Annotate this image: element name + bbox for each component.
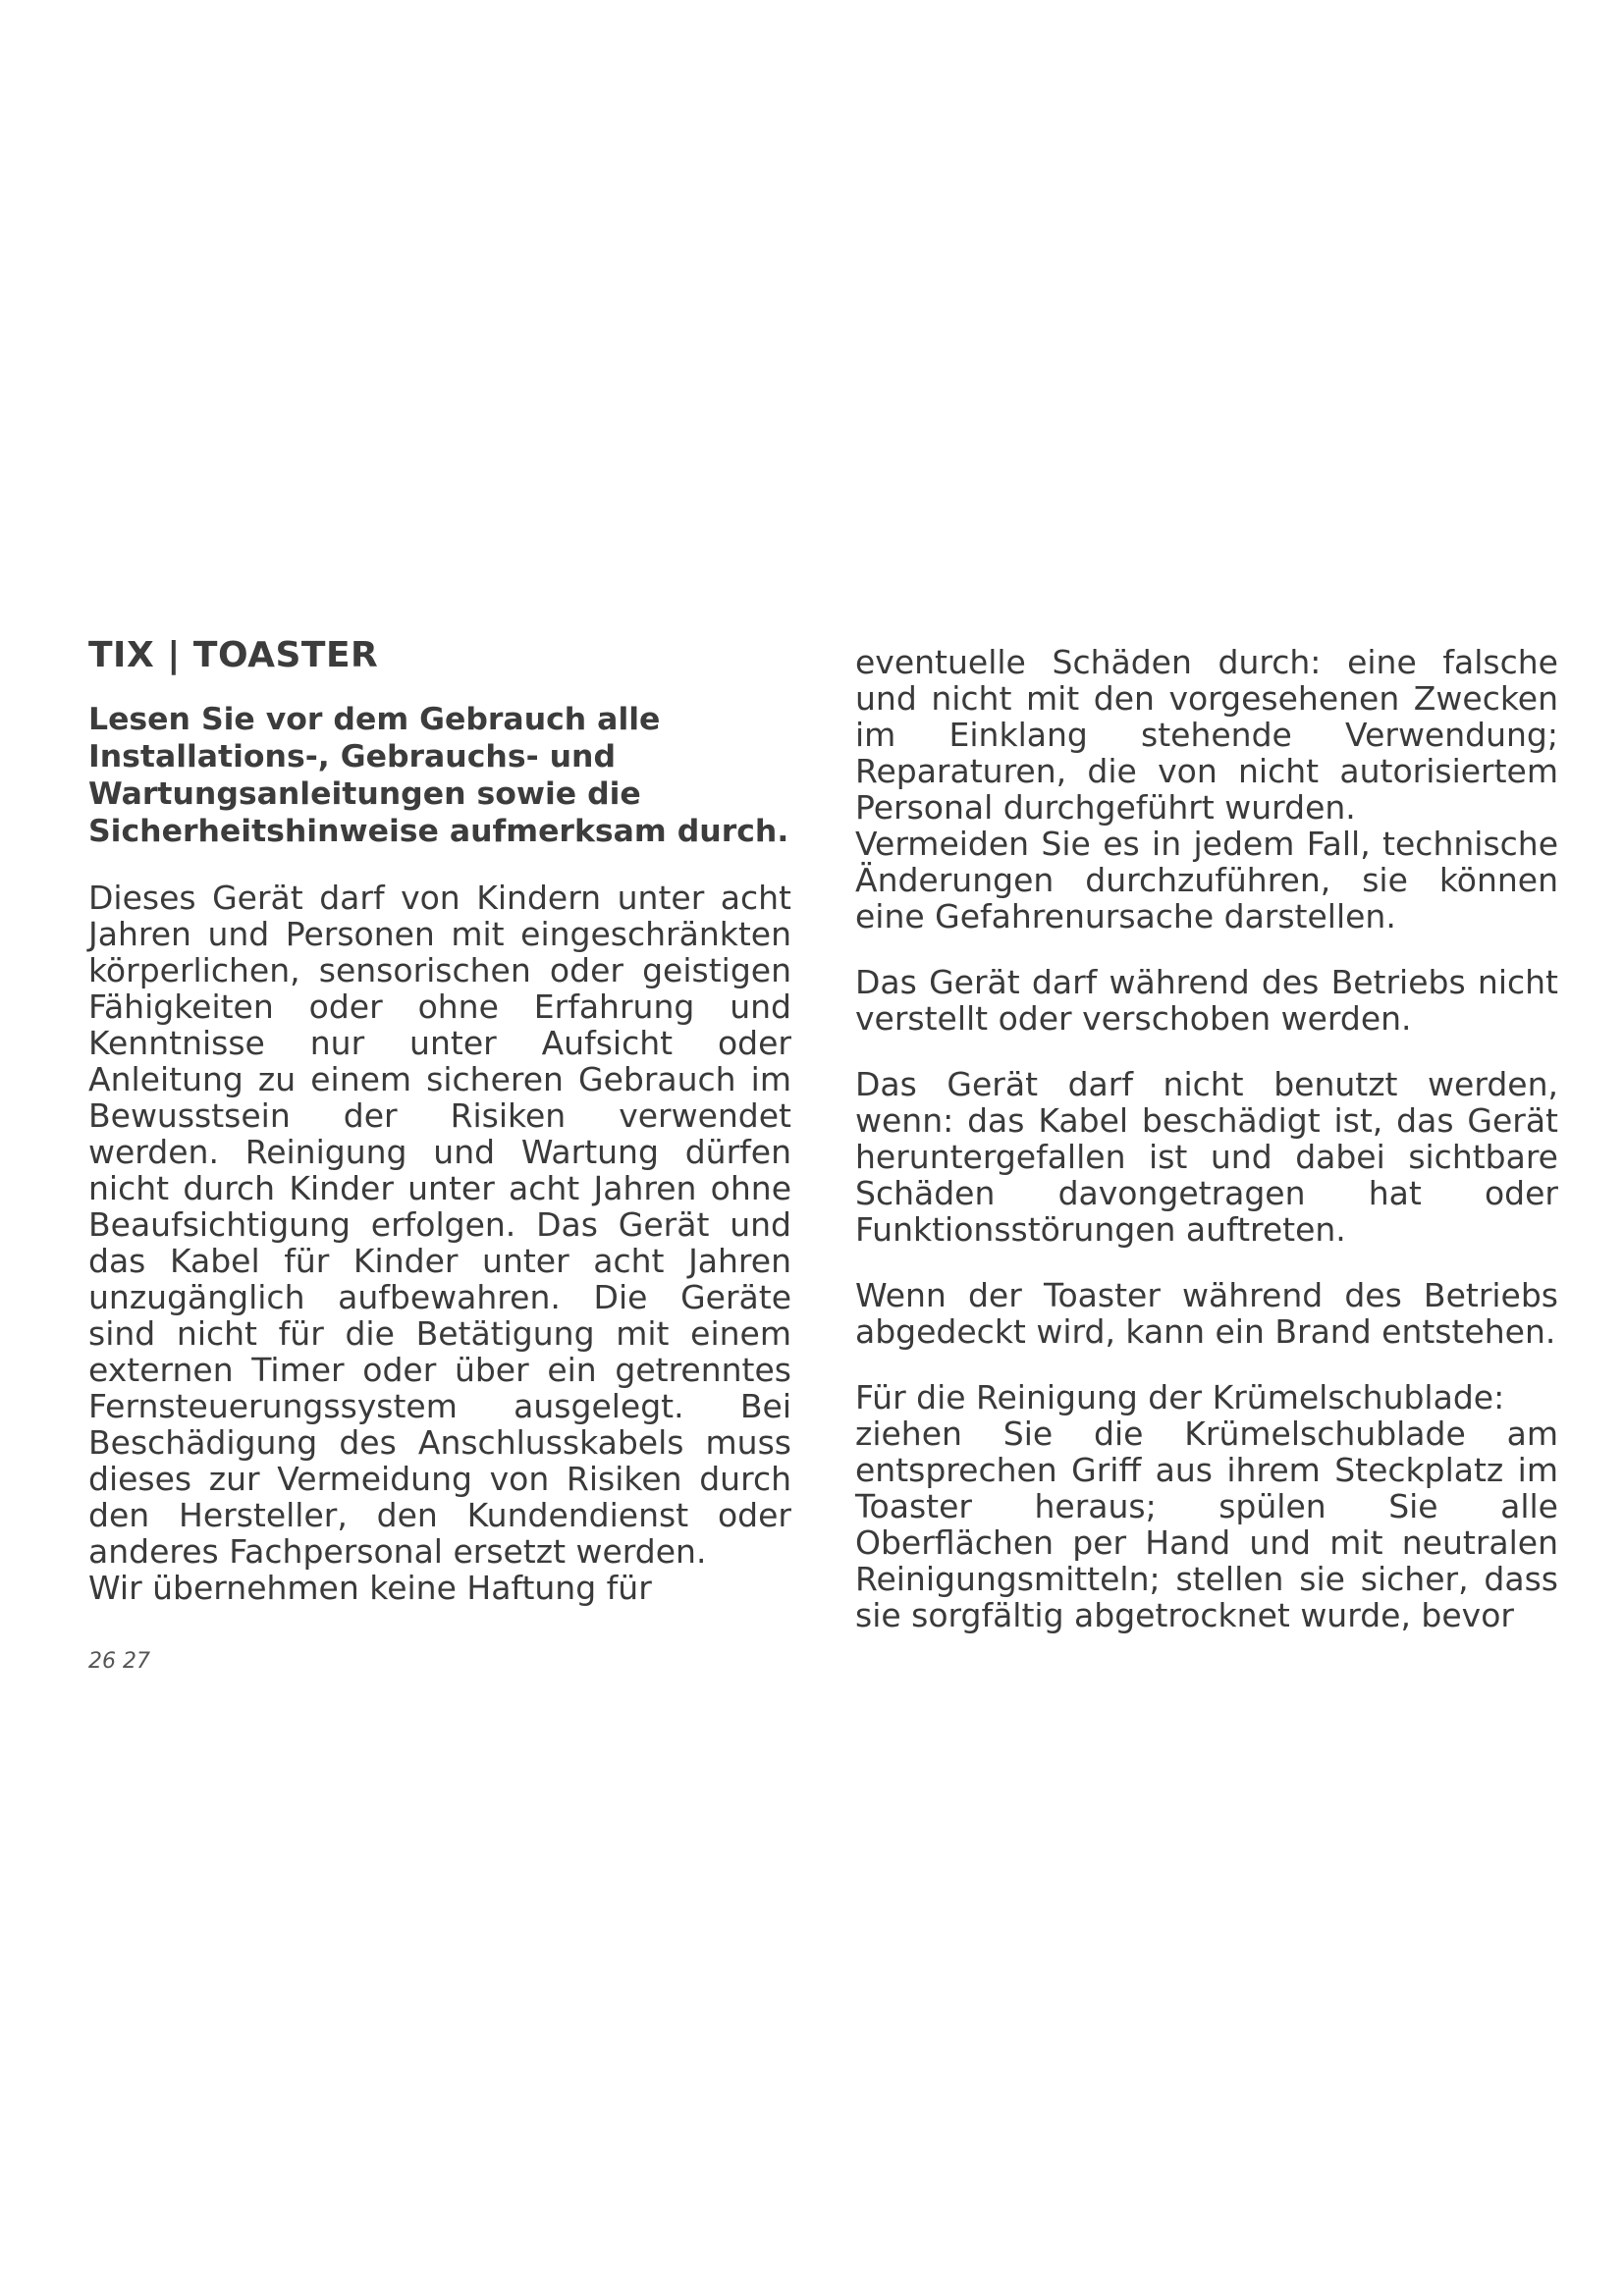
right-column <box>855 644 1558 1633</box>
page-numbers: 26 27 <box>88 1649 150 1674</box>
paragraph: Wir übernehmen keine Haftung für <box>88 1569 652 1607</box>
intro-warning: Lesen Sie vor dem Gebrauch alle Installations-, Gebrauchs- und Wartungsanleitungen sowie die Sicherheitshinweise aufmerksam durch. <box>88 702 789 849</box>
paragraph: Das Gerät darf nicht benutzt werden, wenn: das Kabel beschädigt ist, das Gerät heruntergefallen ist und dabei sichtbare Schäden davongetragen hat oder Funktionsstörungen auftreten. <box>855 1065 1558 1249</box>
paragraph: Das Gerät darf während des Betriebs nicht verstellt oder verschoben werden. <box>855 963 1558 1038</box>
paragraph: Vermeiden Sie es in jedem Fall, technische Änderungen durchzuführen, sie können eine Gefahrenursache darstellen. <box>855 825 1558 935</box>
paragraph: ziehen Sie die Krümelschublade am entsprechen Griff aus ihrem Steckplatz im Toaster heraus; spülen Sie alle Oberflächen per Hand und mit neutralen Reinigungsmitteln; stellen sie sicher, dass sie sorgfältig abgetrocknet wurde, bevor <box>855 1415 1558 1634</box>
paragraph: Für die Reinigung der Krümelschublade: <box>855 1378 1505 1416</box>
page-title: TIX | TOASTER <box>88 635 379 675</box>
left-column <box>88 636 791 1606</box>
paragraph: Dieses Gerät darf von Kindern unter acht Jahren und Personen mit eingeschränkten körperlichen, sensorischen oder geistigen Fähigkeiten oder ohne Erfahrung und Kenntnisse nur unter Aufsicht oder Anleitung zu einem sicheren Gebrauch im Bewusstsein der Risiken verwendet werden. Reinigung und Wartung dürfen nicht durch Kinder unter acht Jahren ohne Beaufsichtigung erfolgen. Das Gerät und das Kabel für Kinder unter acht Jahren unzugänglich aufbewahren. Die Geräte sind nicht für die Betätigung mit einem externen Timer oder über ein getrenntes Fernsteuerungssystem ausgelegt. Bei Beschädigung des Anschlusskabels muss dieses zur Vermeidung von Risiken durch den Hersteller, den Kundendienst oder anderes Fachpersonal ersetzt werden. <box>88 879 791 1571</box>
paragraph: eventuelle Schäden durch: eine falsche und nicht mit den vorgesehenen Zwecken im Einklang stehende Verwendung; Reparaturen, die von nicht autorisiertem Personal durchgeführt wurden. <box>855 643 1558 827</box>
paragraph: Wenn der Toaster während des Betriebs abgedeckt wird, kann ein Brand entstehen. <box>855 1276 1558 1351</box>
